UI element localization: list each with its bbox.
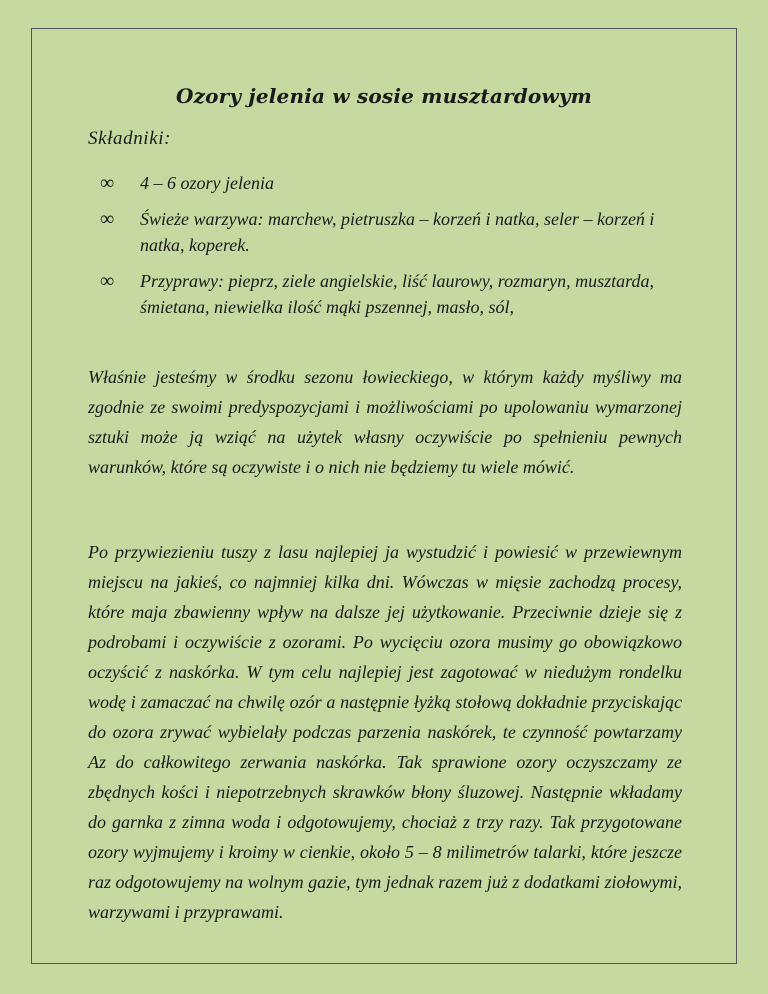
ingredient-text: Przyprawy: pieprz, ziele angielskie, liść laurowy, rozmaryn, musztarda, śmietana, niewielka ilość mąki pszennej, masło, sól,	[140, 271, 654, 317]
ingredient-list	[100, 170, 660, 330]
ingredient-item	[100, 206, 660, 258]
preparation-paragraph: Po przywiezieniu tuszy z lasu najlepiej ja wystudzić i powiesić w przewiewnym miejscu na jakieś, co najmniej kilka dni. Wówczas w mięsie zachodzą procesy, które maja zbawienny wpływ na dalsze jej użytkowanie. Przeciwnie dzieje się z podrobami i oczywiście z ozorami. Po wycięciu ozora musimy go obowiązkowo oczyścić z naskórka. W tym celu najlepiej jest zagotować w niedużym rondelku wodę i zamaczać na chwilę ozór a następnie łyżką stołową dokładnie przyciskając do ozora zrywać wybielały podczas parzenia naskórek, te czynność powtarzamy Az do całkowitego zerwania naskórka. Tak sprawione ozory oczyszczamy ze zbędnych kości i niepotrzebnych skrawków błony śluzowej. Następnie wkładamy do garnka z zimna woda i odgotowujemy, chociaż z trzy razy. Tak przygotowane ozory wyjmujemy i kroimy w cienkie, około 5 – 8 milimetrów talarki, które jeszcze raz odgotowujemy na wolnym gazie, tym jednak razem już z dodatkami ziołowymi, warzywami i przyprawami.	[88, 542, 682, 922]
recipe-title: Ozory jelenia w sosie musztardowym	[175, 84, 593, 108]
infinity-bullet-icon: ∞	[100, 172, 115, 194]
intro-paragraph: Właśnie jesteśmy w środku sezonu łowieckiego, w którym każdy myśliwy ma zgodnie ze swoimi predyspozycjami i możliwościami po upolowaniu wymarzonej sztuki może ją wziąć na użytek własny oczywiście po spełnieniu pewnych warunków, które są oczywiste i o nich nie będziemy tu wiele mówić.	[88, 367, 682, 477]
infinity-bullet-icon: ∞	[100, 208, 115, 230]
ingredients-heading: Składniki:	[88, 128, 172, 149]
ingredient-item	[100, 268, 660, 320]
ingredient-text: Świeże warzywa: marchew, pietruszka – korzeń i natka, seler – korzeń i natka, koperek.	[140, 209, 655, 255]
infinity-bullet-icon: ∞	[100, 270, 115, 292]
ingredient-text: 4 – 6 ozory jelenia	[140, 173, 274, 193]
ingredient-item	[100, 170, 660, 196]
